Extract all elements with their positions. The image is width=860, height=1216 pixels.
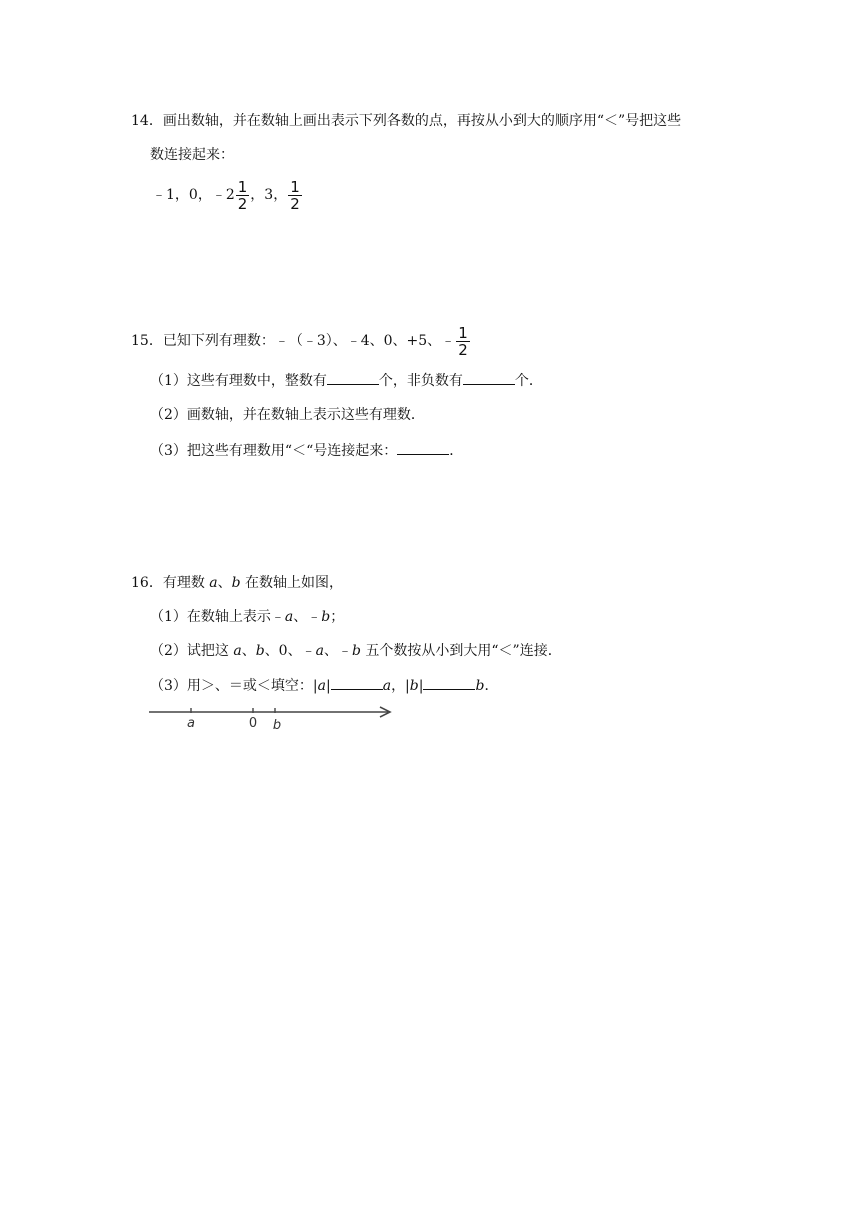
var-a: a bbox=[209, 575, 218, 591]
frac-numerator: 1 bbox=[458, 323, 468, 342]
var-b: b bbox=[231, 575, 241, 591]
q16-stem-a: 16．有理数 bbox=[131, 575, 210, 591]
var-b: b bbox=[255, 643, 265, 659]
axis-label-a: a bbox=[187, 716, 195, 731]
q16-p2-b: 、 bbox=[241, 643, 256, 659]
q15-p3-text-a: （3）把这些有理数用“＜“号连接起来： bbox=[150, 443, 398, 459]
q14-fraction-1 bbox=[236, 179, 250, 212]
var-b: b bbox=[321, 609, 331, 625]
q15-fraction bbox=[456, 325, 470, 358]
number-line-figure bbox=[140, 700, 400, 740]
q15-part3 bbox=[150, 440, 463, 461]
q16-p3-a: （3）用＞、＝或＜填空：| bbox=[150, 678, 318, 694]
q16-p1-c: ； bbox=[330, 609, 345, 625]
q15-stem-text: 15．已知下列有理数：﹣（﹣3）、﹣4、0、+5、﹣ bbox=[131, 333, 456, 349]
q16-p1-a: （1）在数轴上表示﹣ bbox=[150, 609, 285, 625]
answer-blank bbox=[463, 370, 515, 385]
var-a: a bbox=[317, 678, 326, 694]
q16-p2-a: （2）试把这 bbox=[150, 643, 234, 659]
q14-numbers bbox=[152, 176, 303, 214]
q14-text-cont: 数连接起来： bbox=[150, 147, 234, 163]
q16-p3-d: | bbox=[418, 678, 424, 694]
q16-stem-c: 在数轴上如图， bbox=[240, 575, 344, 591]
q14-nums-b: ，3， bbox=[250, 187, 288, 203]
q16-p3-b: | bbox=[325, 678, 331, 694]
q14-line1 bbox=[131, 111, 681, 131]
var-b: b bbox=[409, 678, 419, 694]
q15-part1 bbox=[150, 370, 543, 391]
q15-p2-text: （2）画数轴，并在数轴上表示这些有理数． bbox=[150, 407, 425, 423]
q14-text: 14．画出数轴，并在数轴上画出表示下列各数的点，再按从小到大的顺序用“＜”号把这些 bbox=[131, 113, 682, 129]
frac-denominator: 2 bbox=[290, 194, 300, 213]
q16-part2 bbox=[150, 641, 562, 661]
q16-p3-c: ，| bbox=[391, 678, 410, 694]
q16-p1-b: 、﹣ bbox=[293, 609, 322, 625]
answer-blank bbox=[331, 675, 383, 690]
q16-p2-e: 五个数按从小到大用“＜”连接． bbox=[360, 643, 562, 659]
q15-p1-text-b: 个，非负数有 bbox=[378, 373, 463, 389]
answer-blank bbox=[397, 440, 449, 455]
var-a: a bbox=[315, 643, 324, 659]
var-a: a bbox=[233, 643, 242, 659]
frac-denominator: 2 bbox=[237, 194, 248, 213]
q14-fraction-2 bbox=[288, 179, 302, 212]
frac-denominator: 2 bbox=[458, 340, 468, 359]
axis-label-zero: 0 bbox=[248, 716, 258, 731]
q15-stem bbox=[131, 322, 471, 360]
q16-part3 bbox=[150, 675, 498, 696]
var-a: a bbox=[284, 609, 294, 625]
axis-label-b: b bbox=[272, 718, 282, 733]
q16-p2-d: 、﹣ bbox=[323, 643, 352, 659]
q15-p3-text-b: ． bbox=[449, 443, 464, 459]
var-b: b bbox=[351, 643, 361, 659]
q16-stem bbox=[131, 573, 343, 593]
var-b: b bbox=[475, 678, 485, 694]
answer-blank bbox=[423, 675, 475, 690]
q16-p3-e: ． bbox=[484, 678, 499, 694]
frac-numerator: 1 bbox=[237, 177, 248, 196]
q14-nums-a: ﹣1，0，﹣2 bbox=[152, 187, 235, 203]
q15-p1-text-c: 个． bbox=[514, 373, 543, 389]
q16-stem-b: 、 bbox=[217, 575, 232, 591]
answer-blank bbox=[327, 370, 379, 385]
q16-p2-c: 、0、﹣ bbox=[264, 643, 316, 659]
q16-part1 bbox=[150, 607, 344, 627]
q14-line2 bbox=[150, 145, 234, 165]
var-a: a bbox=[382, 678, 392, 694]
q15-part2 bbox=[150, 405, 425, 425]
q15-p1-text-a: （1）这些有理数中，整数有 bbox=[150, 373, 327, 389]
frac-numerator: 1 bbox=[290, 177, 300, 196]
